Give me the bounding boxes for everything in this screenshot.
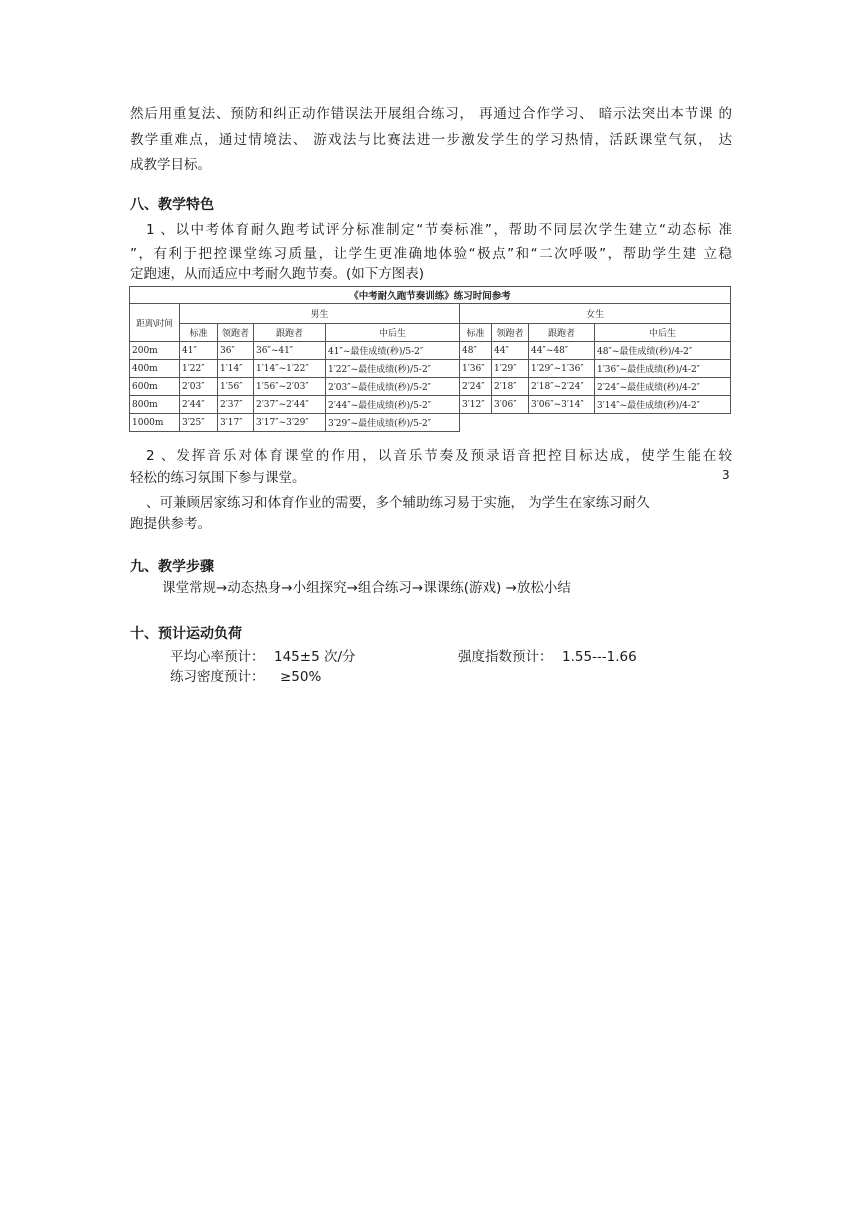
table-cell: 1′36″~最佳成绩(秒)/4-2″ bbox=[595, 360, 731, 378]
paragraph-line: 然后用重复法、预防和纠正动作错误法开展组合练习， 再通过合作学习、 暗示法突出本节课 的 bbox=[130, 106, 732, 122]
column-header: 中后生 bbox=[326, 324, 460, 342]
table-row bbox=[130, 342, 731, 360]
section-heading: 八、教学特色 bbox=[130, 197, 214, 213]
table-cell: 1′56″ bbox=[218, 378, 254, 396]
paragraph-line: 定跑速，从而适应中考耐久跑节奏。(如下方图表) bbox=[130, 266, 425, 282]
distance-cell: 1000m bbox=[130, 414, 180, 432]
intensity-label: 强度指数预计： bbox=[458, 649, 553, 665]
table-cell: 3′25″ bbox=[180, 414, 218, 432]
distance-cell: 200m bbox=[130, 342, 180, 360]
table-cell: 3′06″~3′14″ bbox=[529, 396, 595, 414]
table-cell: 3′17″~3′29″ bbox=[254, 414, 326, 432]
table-cell bbox=[529, 414, 595, 432]
teaching-steps: 课堂常规→动态热身→小组探究→组合练习→课课练(游戏) →放松小结 bbox=[162, 580, 571, 596]
column-header: 跟跑者 bbox=[529, 324, 595, 342]
table-group-male: 男生 bbox=[180, 304, 460, 324]
table-cell: 2′24″~最佳成绩(秒)/4-2″ bbox=[595, 378, 731, 396]
table-cell: 1′56″~2′03″ bbox=[254, 378, 326, 396]
section-heading: 十、预计运动负荷 bbox=[130, 626, 242, 642]
distance-cell: 400m bbox=[130, 360, 180, 378]
intensity-value: 1.55---1.66 bbox=[562, 649, 637, 665]
table-cell bbox=[492, 414, 529, 432]
table-cell: 3′17″ bbox=[218, 414, 254, 432]
table-cell: 36″~41″ bbox=[254, 342, 326, 360]
table-title: 《中考耐久跑节奏训练》练习时间参考 bbox=[130, 287, 731, 304]
distance-cell: 600m bbox=[130, 378, 180, 396]
heart-rate-value: 145±5 次/分 bbox=[274, 649, 356, 665]
table-group-female: 女生 bbox=[460, 304, 731, 324]
table-row bbox=[130, 414, 731, 432]
table-cell: 1′36″ bbox=[460, 360, 492, 378]
section-heading: 九、教学步骤 bbox=[130, 559, 214, 575]
table-cell bbox=[460, 414, 492, 432]
column-header: 跟跑者 bbox=[254, 324, 326, 342]
table-cell: 1′29″~1′36″ bbox=[529, 360, 595, 378]
column-header: 中后生 bbox=[595, 324, 731, 342]
table-cell: 2′37″~2′44″ bbox=[254, 396, 326, 414]
table-cell: 1′22″~最佳成绩(秒)/5-2″ bbox=[326, 360, 460, 378]
table-cell: 3′29″~最佳成绩(秒)/5-2″ bbox=[326, 414, 460, 432]
table-cell: 44″~48″ bbox=[529, 342, 595, 360]
column-header: 领跑者 bbox=[492, 324, 529, 342]
table-cell: 1′14″~1′22″ bbox=[254, 360, 326, 378]
table-cell: 1′22″ bbox=[180, 360, 218, 378]
heart-rate-label: 平均心率预计： bbox=[170, 649, 265, 665]
table-cell: 2′44″ bbox=[180, 396, 218, 414]
column-header: 标准 bbox=[180, 324, 218, 342]
table-row bbox=[130, 378, 731, 396]
table-cell: 3′14″~最佳成绩(秒)/4-2″ bbox=[595, 396, 731, 414]
page-number: 3 bbox=[722, 468, 730, 482]
density-label: 练习密度预计： bbox=[170, 669, 265, 685]
paragraph-line: 成教学目标。 bbox=[130, 157, 211, 173]
column-header: 领跑者 bbox=[218, 324, 254, 342]
paragraph-line: 轻松的练习氛围下参与课堂。 bbox=[130, 470, 306, 486]
paragraph-line: ”，有利于把控课堂练习质量，让学生更准确地体验“极点”和“二次呼吸”，帮助学生建 立稳 bbox=[130, 246, 732, 262]
paragraph-line: 1 、以中考体育耐久跑考试评分标准制定“节奏标准”，帮助不同层次学生建立“动态标 准 bbox=[146, 222, 732, 238]
table-cell: 2′44″~最佳成绩(秒)/5-2″ bbox=[326, 396, 460, 414]
table-cell: 36″ bbox=[218, 342, 254, 360]
table-cell: 48″ bbox=[460, 342, 492, 360]
table-row bbox=[130, 396, 731, 414]
table-cell: 1′14″ bbox=[218, 360, 254, 378]
table-cell: 41″ bbox=[180, 342, 218, 360]
paragraph-line: 、可兼顾居家练习和体育作业的需要，多个辅助练习易于实施， 为学生在家练习耐久 bbox=[146, 495, 650, 511]
table-cell: 2′03″~最佳成绩(秒)/5-2″ bbox=[326, 378, 460, 396]
table-row bbox=[130, 360, 731, 378]
table-cell: 41″~最佳成绩(秒)/5-2″ bbox=[326, 342, 460, 360]
table-cell: 48″~最佳成绩(秒)/4-2″ bbox=[595, 342, 731, 360]
paragraph-line: 跑提供参考。 bbox=[130, 516, 211, 532]
table-cell: 2′03″ bbox=[180, 378, 218, 396]
table-cell: 3′06″ bbox=[492, 396, 529, 414]
column-header: 标准 bbox=[460, 324, 492, 342]
table-cell: 2′24″ bbox=[460, 378, 492, 396]
pace-reference-table bbox=[129, 286, 730, 432]
paragraph-line: 2 、发挥音乐对体育课堂的作用，以音乐节奏及预录语音把控目标达成，使学生能在较 bbox=[146, 448, 732, 464]
table-cell bbox=[595, 414, 731, 432]
paragraph-line: 教学重难点，通过情境法、 游戏法与比赛法进一步激发学生的学习热情，活跃课堂气氛， 达 bbox=[130, 132, 732, 148]
table-cell: 2′18″ bbox=[492, 378, 529, 396]
table-cell: 1′29″ bbox=[492, 360, 529, 378]
table-row-header: 距离\时间 bbox=[130, 304, 180, 342]
table-cell: 2′18″~2′24″ bbox=[529, 378, 595, 396]
table-cell: 3′12″ bbox=[460, 396, 492, 414]
table-cell: 44″ bbox=[492, 342, 529, 360]
distance-cell: 800m bbox=[130, 396, 180, 414]
table-cell: 2′37″ bbox=[218, 396, 254, 414]
density-value: ≥50% bbox=[280, 669, 322, 685]
